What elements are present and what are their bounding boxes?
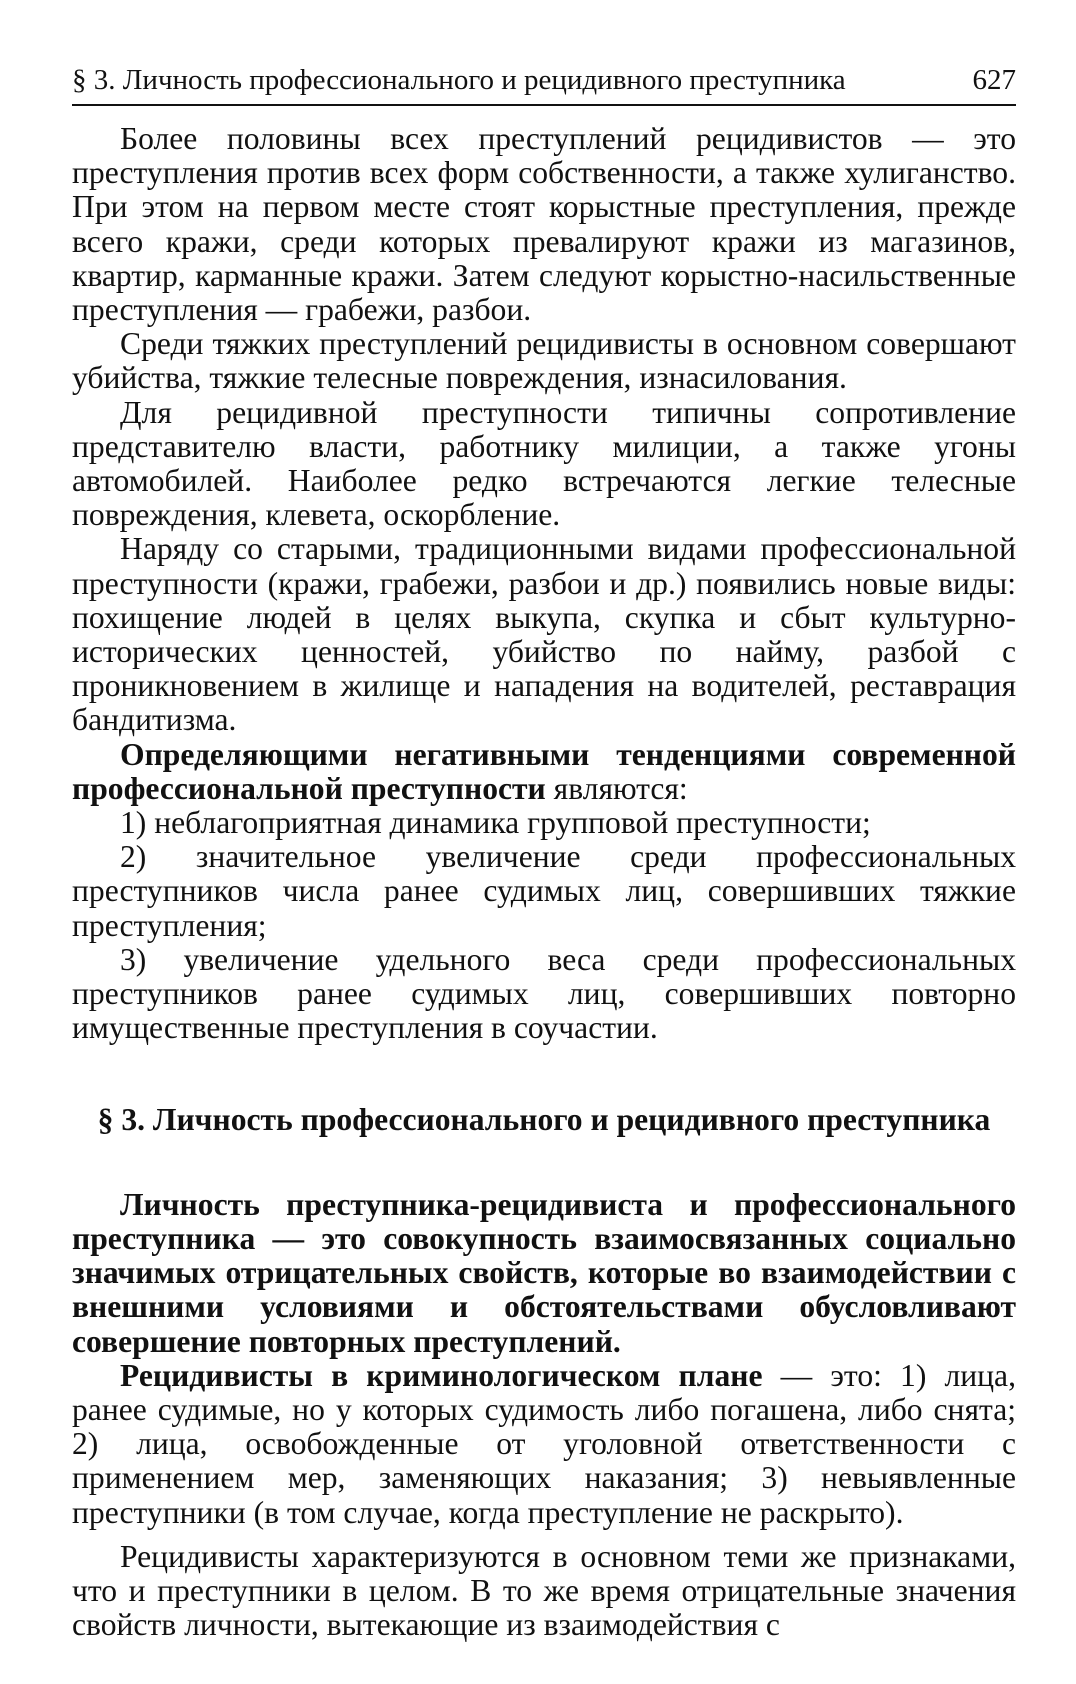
paragraph-7: Рецидивисты характеризуются в основном теми же признаками, что и преступники в целом. В то же время отрицательные значения свойств личности, вытекающие из взаимодействия с	[72, 1538, 1016, 1643]
paragraph-5-rest: являются:	[545, 770, 688, 806]
paragraph-4: Наряду со старыми, традиционными видами профессиональной преступности (кражи, грабежи, разбои и др.) появились новые виды: похищение людей в целях выкупа, скупка и сбыт культурно-исторических ценностей, убийство по найму, разбой с проникновением в жилище и нападения на водителей, реставрация бандитизма.	[72, 531, 1016, 738]
book-page	[72, 62, 1016, 1642]
paragraph-5	[72, 738, 1016, 806]
paragraph-2: Среди тяжких преступлений рецидивисты в основном совершают убийства, тяжкие телесные повреждения, изнасилования.	[72, 326, 1016, 396]
list-item-1: 1) неблагоприятная динамика групповой преступности;	[120, 805, 871, 841]
paragraph-5-bold: Определяющими негативными тенденциями современной профессиональной преступности	[72, 736, 1016, 806]
running-header-title: § 3. Личность профессионального и рецидивного преступника	[72, 64, 846, 96]
section-heading: § 3. Личность профессионального и рецидивного преступника	[97, 1102, 991, 1138]
list-item-2: 2) значительное увеличение среди профессиональных преступников числа ранее судимых лиц, совершивших тяжкие преступления;	[72, 839, 1016, 943]
paragraph-6-rest: — это: 1) лица, ранее судимые, но у которых судимость либо погашена, либо снята; 2) лица, освобожденные от уголовной ответственности с применением мер, заменяющих наказания; 3) невыявленные преступники (в том случае, когда преступление не раскрыто).	[72, 1357, 1016, 1530]
definition-paragraph: Личность преступника-рецидивиста и профессионального преступника — это совокупность взаимосвязанных социально значимых отрицательных свойств, которые во взаимодействии с внешними условиями и обстоятельствами обусловливают совершение повторных преступлений.	[72, 1186, 1016, 1359]
page-body	[72, 122, 1016, 1642]
paragraph-1: Более половины всех преступлений рецидивистов — это преступления против всех форм собственности, а также хулиганство. При этом на первом месте стоят корыстные преступления, прежде всего кражи, среди которых превалируют кражи из магазинов, квартир, карманные кражи. Затем следуют корыстно-насильственные преступления — грабежи, разбои.	[72, 121, 1016, 328]
page-number: 627	[972, 64, 1016, 96]
running-header	[72, 62, 1016, 106]
paragraph-3: Для рецидивной преступности типичны сопротивление представителю власти, работнику милиции, а также угоны автомобилей. Наиболее редко встречаются легкие телесные повреждения, клевета, оскорбление.	[72, 394, 1016, 533]
paragraph-6-bold: Рецидивисты в криминологическом плане	[120, 1357, 763, 1393]
list-item-3: 3) увеличение удельного веса среди профессиональных преступников ранее судимых лиц, совершивших повторно имущественные преступления в соучастии.	[72, 941, 1016, 1046]
paragraph-6	[72, 1359, 1016, 1530]
